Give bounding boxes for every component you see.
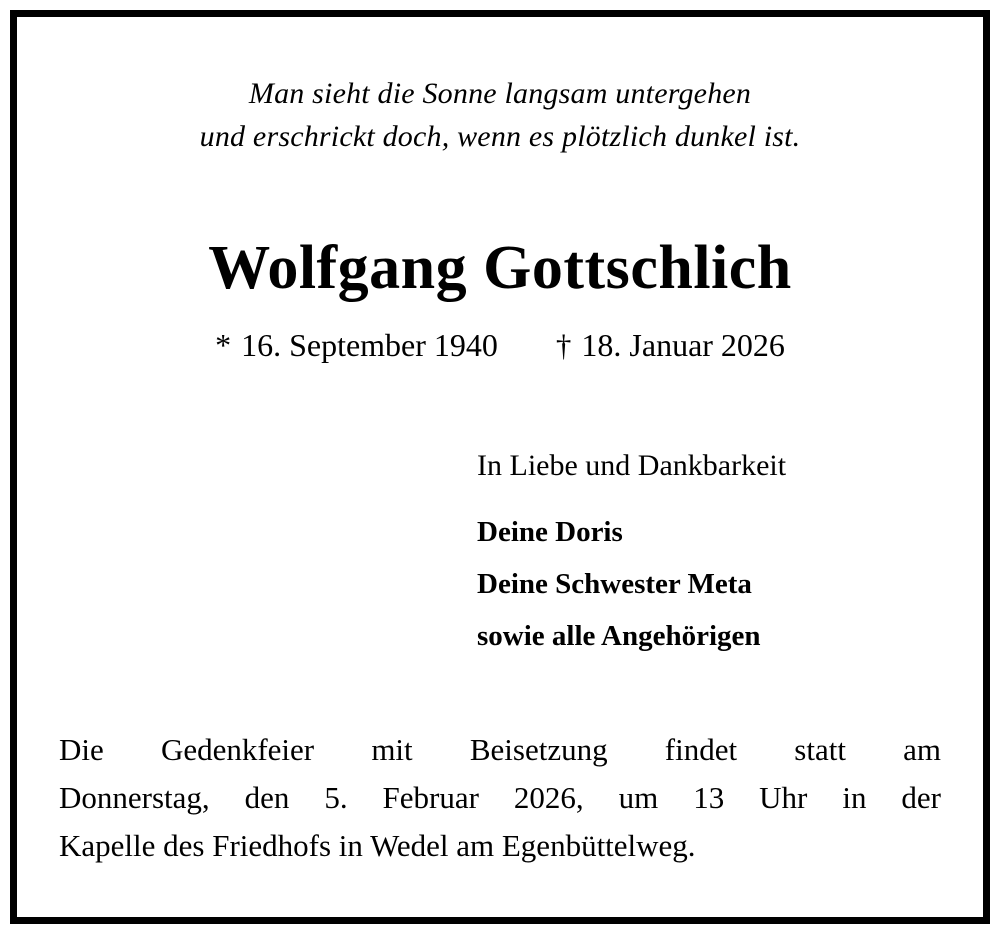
death-date-item [556,327,785,364]
mourners-list [477,507,947,662]
motto-line-2: und erschrickt doch, wenn es plötzlich dunkel ist. [199,119,801,153]
mourner-item: sowie alle Angehörigen [477,619,761,652]
asterisk-birth-symbol-icon: * [215,327,232,364]
motto-text [53,73,947,158]
motto-line-1: Man sieht die Sonne langsam untergehen [248,77,752,110]
deceased-name: Wolfgang Gottschlich [208,234,792,303]
life-dates [53,327,947,364]
service-line-2: Donnerstag, den 5. Februar 2026, um 13 Uhr in der [59,780,941,816]
death-date: 18. Januar 2026 [581,327,785,364]
birth-date: 16. September 1940 [241,327,498,364]
cross-death-symbol-icon: † [555,328,572,364]
mourner-item: Deine Schwester Meta [477,567,752,600]
notice-border-frame [10,10,990,924]
dedication-intro: In Liebe und Dankbarkeit [477,449,787,483]
service-line-3: Kapelle des Friedhofs in Wedel am Egenbüttelweg. [59,828,696,864]
dedication-block [53,446,947,662]
birth-date-item [215,327,498,364]
service-line-1: Die Gedenkfeier mit Beisetzung findet statt am [59,732,941,768]
service-details [53,726,947,870]
deceased-name-block [53,236,947,364]
mourner-item: Deine Doris [477,516,623,549]
